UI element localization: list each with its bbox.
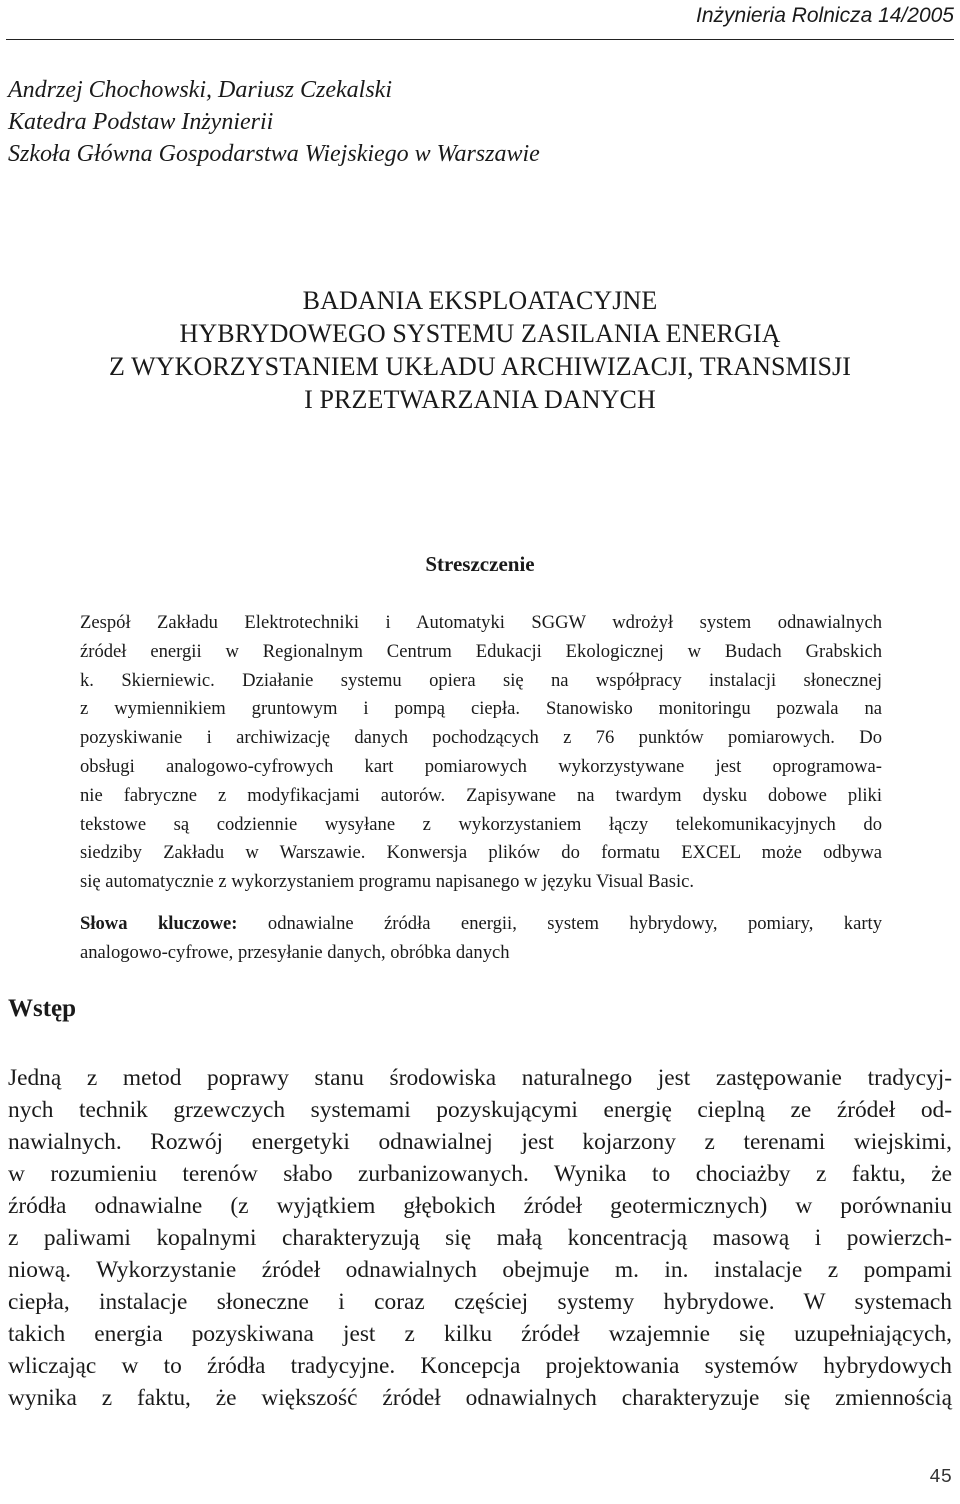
abstract-line: siedziby Zakładu w Warszawie. Konwersja plików do formatu EXCEL może odbywa: [80, 842, 882, 864]
journal-header: Inżynieria Rolnicza 14/2005: [696, 4, 954, 27]
keywords-label: Słowa kluczowe:: [80, 913, 238, 934]
paper-title: [0, 284, 960, 416]
title-line: BADANIA EKSPLOATACYJNE: [302, 286, 658, 315]
body-line: ciepła, instalacje słoneczne i coraz częściej systemy hybrydowe. W systemach: [8, 1289, 952, 1315]
abstract-line: Zespół Zakładu Elektrotechniki i Automatyki SGGW wdrożył system odnawialnych: [80, 612, 882, 633]
page-number: 45: [929, 1466, 952, 1488]
abstract-body: [80, 609, 882, 897]
abstract-line: tekstowe są codziennie wysyłane z wykorzystaniem łączy telekomunikacyjnych do: [80, 813, 882, 835]
keywords-text: odnawialne źródła energii, system hybrydowy, pomiary, karty: [237, 913, 882, 934]
abstract-line: nie fabryczne z modyfikacjami autorów. Zapisywane na twardym dysku dobowe pliki: [80, 784, 882, 806]
body-line: wliczając w to źródła tradycyjne. Koncepcja projektowania systemów hybrydowych: [8, 1353, 952, 1379]
author-department: Katedra Podstaw Inżynierii: [8, 109, 274, 135]
title-line: Z WYKORZYSTANIEM UKŁADU ARCHIWIZACJI, TRANSMISJI: [108, 352, 852, 381]
abstract-heading: Streszczenie: [425, 552, 535, 576]
keywords-line: analogowo-cyfrowe, przesyłanie danych, obróbka danych: [80, 941, 510, 963]
body-line: nych technik grzewczych systemami pozyskującymi energię cieplną ze źródeł od-: [8, 1097, 952, 1123]
abstract-line: z wymiennikiem gruntowym i pompą ciepła. Stanowisko monitoringu pozwala na: [80, 698, 882, 720]
abstract-line: obsługi analogowo-cyfrowych kart pomiarowych wykorzystywane jest oprogramowa-: [80, 755, 882, 777]
authors-names: Andrzej Chochowski, Dariusz Czekalski: [8, 77, 392, 103]
introduction-heading: Wstęp: [8, 995, 77, 1022]
body-line: z paliwami kopalnymi charakteryzują się małą koncentracją masową i powierzch-: [8, 1225, 952, 1251]
introduction-body: [8, 1062, 952, 1414]
abstract-line: k. Skierniewic. Działanie systemu opiera się na współpracy instalacji słonecznej: [80, 669, 882, 691]
abstract-line: się automatycznie z wykorzystaniem programu napisanego w języku Visual Basic.: [80, 871, 695, 893]
body-line: w rozumieniu terenów słabo zurbanizowanych. Wynika to chociażby z faktu, że: [8, 1161, 952, 1187]
body-line: Jedną z metod poprawy stanu środowiska naturalnego jest zastępowanie tradycyj-: [8, 1065, 952, 1091]
body-line: źródła odnawialne (z wyjątkiem głębokich źródeł geotermicznych) w porównaniu: [8, 1193, 952, 1219]
author-block: [8, 74, 540, 170]
title-line: I PRZETWARZANIA DANYCH: [304, 385, 656, 414]
author-university: Szkoła Główna Gospodarstwa Wiejskiego w Warszawie: [8, 141, 540, 167]
abstract-line: pozyskiwanie i archiwizację danych pochodzących z 76 punktów pomiarowych. Do: [80, 727, 882, 749]
abstract-line: źródeł energii w Regionalnym Centrum Edukacji Ekologicznej w Budach Grabskich: [80, 640, 882, 662]
keywords-line: [80, 910, 882, 939]
header-rule: [6, 39, 954, 40]
body-line: niową. Wykorzystanie źródeł odnawialnych obejmuje m. in. instalacje z pompami: [8, 1257, 952, 1283]
keywords-block: [80, 910, 882, 968]
body-line: takich energia pozyskiwana jest z kilku źródeł wzajemnie się uzupełniających,: [8, 1321, 952, 1347]
body-line: wynika z faktu, że większość źródeł odnawialnych charakteryzuje się zmiennością: [8, 1385, 952, 1411]
body-line: nawialnych. Rozwój energetyki odnawialnej jest kojarzony z terenami wiejskimi,: [8, 1129, 952, 1155]
title-line: HYBRYDOWEGO SYSTEMU ZASILANIA ENERGIĄ: [179, 319, 781, 348]
